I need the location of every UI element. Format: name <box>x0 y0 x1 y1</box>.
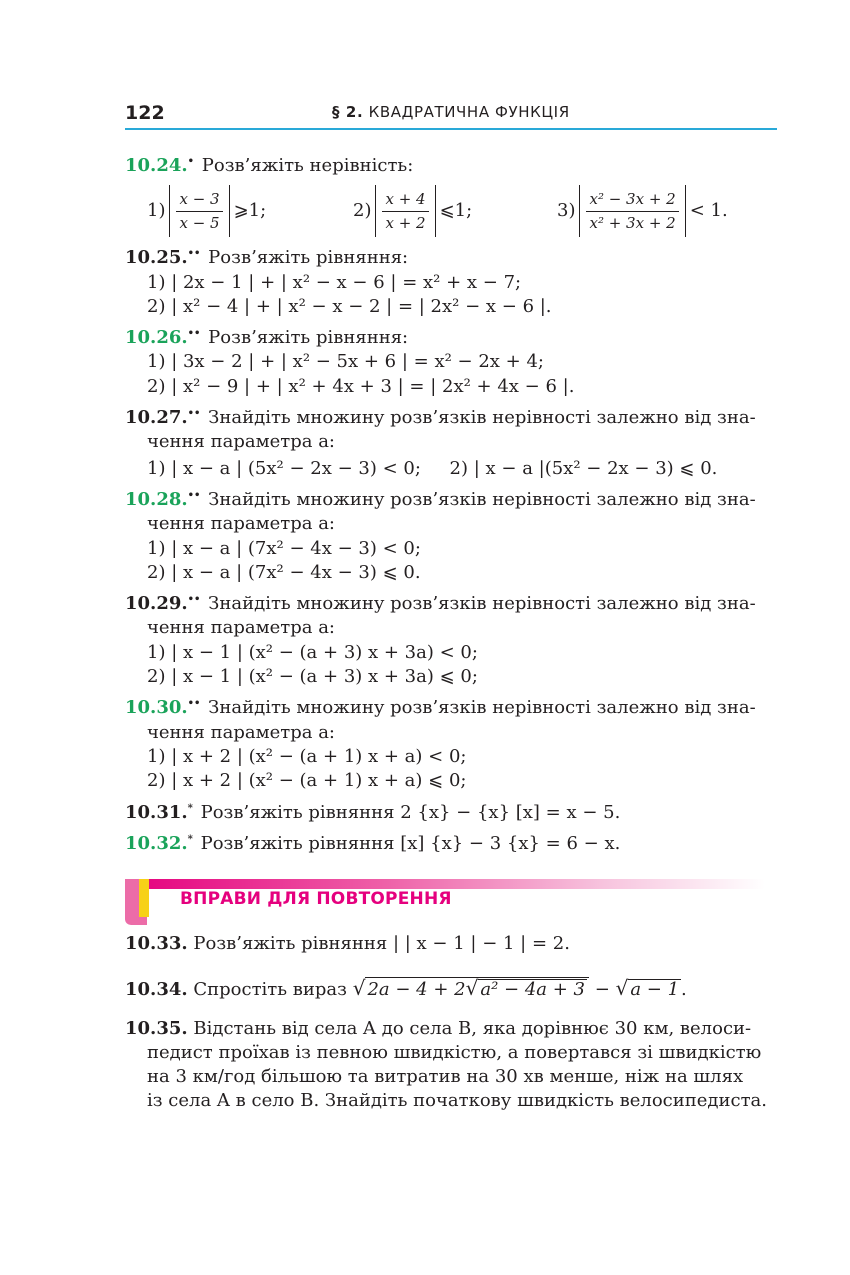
item-1: 1) | x + 2 | (x² − (a + 1) x + a) < 0; <box>147 745 467 767</box>
section-mark: § 2. <box>332 103 364 121</box>
radicand-inner <box>478 979 587 1000</box>
item-2 <box>353 182 472 240</box>
exercise-text: Знайдіть множину розв’язків нерівності залежно від зна- <box>208 488 756 510</box>
exercise-text: Розв’яжіть рівняння: <box>208 327 409 349</box>
radical-sign: √ <box>465 976 479 1001</box>
item-1: 1) | 2x − 1 | + | x² − x − 6 | = x² + x − 7; <box>147 271 522 293</box>
difficulty-mark: •• <box>187 489 201 501</box>
exercise-text-line-3: на 3 км/год більшою та витратив на 30 хв менше, ніж на шлях <box>147 1066 744 1088</box>
banner-tab-accent <box>139 879 149 917</box>
exercise-number: 10.25. <box>125 247 188 269</box>
exercise-10-35 <box>125 1017 777 1041</box>
radical-sign: √ <box>352 976 366 1001</box>
exercise-text-line-2: педист проїхав із певною швидкістю, а повертався зі швидкістю <box>147 1041 762 1063</box>
exercise-number: 10.31. <box>125 801 188 823</box>
difficulty-mark: * <box>187 833 193 845</box>
exercise-text: Спростіть вираз <box>193 979 347 1001</box>
exercise-text: Знайдіть множину розв’язків нерівності залежно від зна- <box>208 593 756 615</box>
difficulty-mark: •• <box>187 698 201 710</box>
numerator: x + 4 <box>382 191 428 212</box>
numerator: x − 3 <box>176 191 222 212</box>
exercise-10-32 <box>125 828 777 856</box>
exercise-10-25 <box>125 242 777 270</box>
exercise-10-31 <box>125 797 777 825</box>
exercise-number: 10.35. <box>125 1017 188 1039</box>
fraction <box>176 191 222 232</box>
banner-stripe <box>125 879 765 889</box>
exercise-text: Розв’яжіть рівняння [x] {x} − 3 {x} = 6 − x. <box>200 832 621 854</box>
exercise-text-continued: чення параметра a: <box>147 431 335 453</box>
exercise-number: 10.26. <box>125 327 188 349</box>
difficulty-mark: •• <box>187 328 201 340</box>
exercise-text-continued: чення параметра a: <box>147 617 335 639</box>
exercise-10-33 <box>125 932 777 956</box>
absolute-value <box>169 185 229 237</box>
item-2: 2) | x − 1 | (x² − (a + 3) x + 3a) ⩽ 0; <box>147 666 478 688</box>
item-2: 2) | x² − 9 | + | x² + 4x + 3 | = | 2x² + 4x − 6 |. <box>147 375 575 397</box>
item-2: 2) | x + 2 | (x² − (a + 1) x + a) ⩽ 0; <box>147 770 467 792</box>
exercise-number: 10.27. <box>125 407 188 429</box>
item-2: 2) | x − a | (7x² − 4x − 3) ⩽ 0. <box>147 561 421 583</box>
exercise-number: 10.24. <box>125 155 188 176</box>
item-label: 2) <box>353 200 372 222</box>
item-3 <box>557 182 728 240</box>
section-banner <box>125 875 775 923</box>
exercise-text-line-1: Відстань від села A до села B, яка дорівнює 30 км, велоси- <box>193 1017 752 1039</box>
exercise-text: Розв’яжіть нерівність: <box>201 155 414 176</box>
radicand <box>365 977 589 1000</box>
exercise-number: 10.33. <box>125 933 188 954</box>
item-1: 1) | x − a | (5x² − 2x − 3) < 0; <box>147 457 421 479</box>
item-1: 1) | x − a | (7x² − 4x − 3) < 0; <box>147 537 421 559</box>
exercise-text: Знайдіть множину розв’язків нерівності залежно від зна- <box>208 697 756 719</box>
exercise-text-line-4: із села A в село B. Знайдіть початкову швидкість велосипедиста. <box>147 1090 767 1112</box>
exercise-10-24 <box>125 150 777 178</box>
running-title <box>332 103 570 121</box>
fraction-row <box>125 182 777 240</box>
radicand-second-text: a − 1 <box>630 979 680 1001</box>
period: . <box>681 979 687 1001</box>
exercise-10-28 <box>125 484 777 512</box>
exercise-10-29 <box>125 588 777 616</box>
exercise-10-30 <box>125 692 777 720</box>
item-tail: < 1. <box>689 200 728 222</box>
radical-sign: √ <box>615 976 629 1001</box>
exercise-number: 10.34. <box>125 979 188 1001</box>
item-2: 2) | x² − 4 | + | x² − x − 2 | = | 2x² − x − 6 |. <box>147 295 552 317</box>
radicand-outer: 2a − 4 + 2 <box>367 979 466 1001</box>
item-row <box>125 457 777 481</box>
denominator: x² + 3x + 2 <box>589 213 676 232</box>
item-2: 2) | x − a |(5x² − 2x − 3) ⩽ 0. <box>449 457 718 479</box>
exercise-10-34 <box>125 976 777 1002</box>
numerator: x² − 3x + 2 <box>586 191 678 212</box>
exercise-text: Знайдіть множину розв’язків нерівності залежно від зна- <box>208 407 756 429</box>
item-tail: ⩽1; <box>439 200 473 222</box>
item-1 <box>147 182 266 240</box>
difficulty-mark: •• <box>187 594 201 606</box>
review-exercises <box>125 932 777 1114</box>
absolute-value <box>579 185 685 237</box>
exercise-number: 10.30. <box>125 697 188 719</box>
item-label: 3) <box>557 200 576 222</box>
exercise-text: Розв’яжіть рівняння | | x − 1 | − 1 | = 2. <box>193 933 570 954</box>
exercise-text-continued: чення параметра a: <box>147 721 335 743</box>
difficulty-mark: •• <box>187 248 201 260</box>
exercise-number: 10.28. <box>125 488 188 510</box>
exercise-text-continued: чення параметра a: <box>147 513 335 535</box>
difficulty-mark: • <box>187 156 195 167</box>
minus-sign: − <box>594 979 610 1001</box>
difficulty-mark: •• <box>187 408 201 420</box>
exercise-number: 10.32. <box>125 832 188 854</box>
absolute-value <box>375 185 435 237</box>
exercise-10-26 <box>125 322 777 350</box>
page-number: 122 <box>125 102 165 124</box>
section-title: КВАДРАТИЧНА ФУНКЦІЯ <box>368 103 570 121</box>
denominator: x − 5 <box>179 213 220 232</box>
exercise-text: Розв’яжіть рівняння 2 {x} − {x} [x] = x − 5. <box>200 801 621 823</box>
exercise-10-27 <box>125 402 777 430</box>
fraction <box>382 191 428 232</box>
difficulty-mark: * <box>187 802 193 814</box>
page-header <box>125 100 777 130</box>
denominator: x + 2 <box>385 213 426 232</box>
radicand-inner-text: a² − 4a + 3 <box>480 979 585 1001</box>
exercise-text: Розв’яжіть рівняння: <box>208 247 409 269</box>
item-1: 1) | x − 1 | (x² − (a + 3) x + 3a) < 0; <box>147 641 478 663</box>
item-tail: ⩾1; <box>233 200 267 222</box>
item-label: 1) <box>147 200 166 222</box>
section-heading: ВПРАВИ ДЛЯ ПОВТОРЕННЯ <box>180 889 452 909</box>
item-1: 1) | 3x − 2 | + | x² − 5x + 6 | = x² − 2x + 4; <box>147 351 544 373</box>
fraction <box>586 191 678 232</box>
exercise-list <box>125 150 777 856</box>
radicand-second <box>628 979 681 1000</box>
exercise-number: 10.29. <box>125 593 188 615</box>
